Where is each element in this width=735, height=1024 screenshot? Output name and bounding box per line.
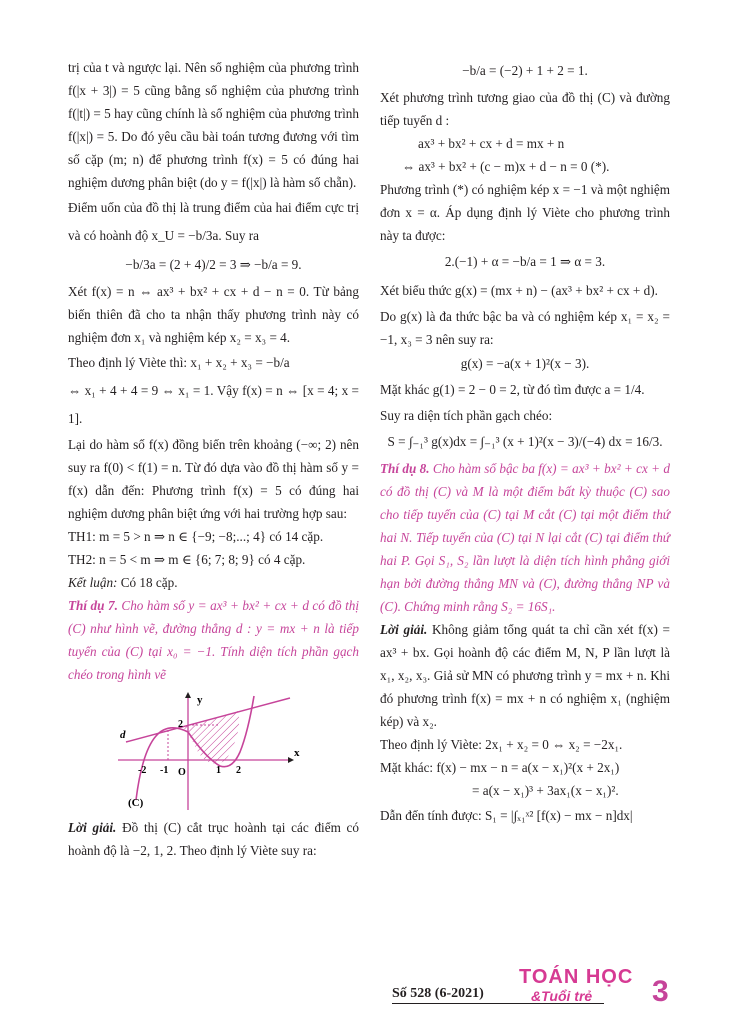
conclusion	[68, 571, 359, 594]
right-column	[380, 56, 670, 830]
tick-label: -2	[138, 765, 147, 776]
paragraph: Xét biểu thức g(x) = (mx + n) − (ax³ + bx² + cx + d).	[380, 283, 658, 298]
example-8-text: Cho hàm số bậc ba f(x) = ax³ + bx² + cx + d có đồ thị (C) và M là một điểm bất kỳ thuộc (C) sao cho tiếp tuyến của (C) tại M cắt (C) tại một điểm thứ hai N. Tiếp tuyến của (C) tại N lại cắt (C) tại điểm thứ hai P. Gọi S₁, S₂ lần lượt là diện tích hình phẳng giới hạn bởi đường thẳng MN và (C), đường thẳng NP và (C). Chứng minh rằng S₂ = 16S₁.	[380, 461, 670, 614]
paragraph: Phương trình (*) có nghiệm kép x = −1 và một nghiệm đơn x = α. Áp dụng định lý Viète cho phương trình này ta được:	[380, 182, 670, 243]
equation: ⇔ ax³ + bx² + (c − m)x + d − n = 0 (*).	[402, 159, 610, 174]
case-1: TH1: m = 5 > n ⇒ n ∈ {−9; −8;...; 4} có 14 cặp.	[68, 529, 324, 544]
paragraph: Dẫn đến tính được: S₁ = |∫ₓ₁ˣ² [f(x) − mx − n]dx|	[380, 808, 633, 823]
equation: S = ∫₋₁³ g(x)dx = ∫₋₁³ (x + 1)²(x − 3)/(−4) dx = 16/3.	[387, 434, 663, 449]
paragraph: Do g(x) là đa thức bậc ba và có nghiệm kép x₁ = x₂ = −1, x₃ = 3 nên suy ra:	[380, 309, 670, 347]
example-7-heading: Thí dụ 7.	[68, 598, 118, 613]
paragraph: Mặt khác: f(x) − mx − n = a(x − x₁)²(x + 2x₁)	[380, 760, 620, 775]
paragraph: Suy ra diện tích phần gạch chéo:	[380, 408, 553, 423]
case-2: TH2: n = 5 < m ⇒ m ∈ {6; 7; 8; 9} có 4 cặp.	[68, 552, 306, 567]
x-axis-label: x	[294, 747, 300, 759]
left-column	[68, 56, 359, 862]
solution-label: Lời giải.	[68, 820, 117, 835]
equation: −b/a = (−2) + 1 + 2 = 1.	[462, 63, 588, 78]
equation: ax³ + bx² + cx + d = mx + n	[418, 136, 565, 151]
equation: = a(x − x₁)³ + 3ax₁(x − x₁)².	[472, 783, 619, 798]
example-8-heading: Thí dụ 8.	[380, 461, 430, 476]
logo-bottom: &Tuổi trẻ	[531, 988, 593, 1004]
cubic-graph	[108, 692, 308, 810]
example-7-text: Cho hàm số y = ax³ + bx² + cx + d có đồ thị (C) như hình vẽ, đường thẳng d : y = mx + n là tiếp tuyến của (C) tại x₀ = −1. Tính diện tích phần gạch chéo trong hình vẽ	[68, 598, 360, 682]
paragraph: Mặt khác g(1) = 2 − 0 = 2, từ đó tìm được a = 1/4.	[380, 382, 645, 397]
tick-label: -1	[160, 765, 169, 776]
equation: ⇔ x₁ + 4 + 4 = 9 ⇔ x₁ = 1. Vậy f(x) = n ⇔ [x = 4; x = 1].	[68, 383, 359, 426]
issue-number: Số 528 (6-2021)	[392, 986, 484, 1001]
line-d-label: d	[120, 729, 126, 741]
paragraph: Theo định lý Viète: 2x₁ + x₂ = 0 ⇔ x₂ = −2x₁.	[380, 737, 623, 752]
example-7	[68, 594, 359, 686]
solution-text: Đồ thị (C) cắt trục hoành tại các điểm có hoành độ là −2, 1, 2. Theo định lý Viète suy ra:	[68, 820, 360, 858]
origin-label: O	[178, 767, 186, 778]
paragraph: Xét f(x) = n ⇔ ax³ + bx² + cx + d − n = 0. Từ bảng biến thiên đã cho ta nhận thấy phương trình này có nghiệm đơn x₁ và nghiệm kép x₂ = x₃ = 4.	[68, 284, 359, 345]
solution-8	[380, 618, 670, 733]
paragraph: Điểm uốn của đồ thị là trung điểm của hai điểm cực trị và có hoành độ x_U = −b/3a. Suy ra	[68, 200, 359, 243]
paragraph: Xét phương trình tương giao của đồ thị (C) và đường tiếp tuyến d :	[380, 90, 670, 128]
y-axis-label: y	[197, 694, 203, 706]
conclusion-label: Kết luận:	[68, 575, 118, 590]
solution-label: Lời giải.	[380, 622, 428, 637]
equation: −b/3a = (2 + 4)/2 = 3 ⇒ −b/a = 9.	[125, 257, 302, 272]
paragraph: Lại do hàm số f(x) đồng biến trên khoảng (−∞; 2) nên suy ra f(0) < f(1) = n. Từ đó dựa vào đồ thị hàm số y = f(x) dẫn đến: Phương trình f(x) = 5 có đúng hai nghiệm dương phân biệt ứng với hai trường hợp sau:	[68, 437, 359, 521]
example-8	[380, 457, 670, 618]
paragraph: trị của t và ngược lại. Nên số nghiệm của phương trình f(|x + 3|) = 5 cũng bằng số nghiệm của phương trình f(|t|) = 5 hay cũng chính là số nghiệm của phương trình f(|x|) = 5. Do đó yêu cầu bài toán tương đương với tìm số cặp (m; n) để phương trình f(x) = 5 có đúng hai nghiệm dương phân biệt (do y = f(|x|) là hàm số chẵn).	[68, 60, 359, 190]
y-axis-arrow	[185, 692, 191, 698]
equation: 2.(−1) + α = −b/a = 1 ⇒ α = 3.	[444, 254, 606, 269]
conclusion-text: Có 18 cặp.	[117, 575, 178, 590]
tick-label: 2	[178, 719, 183, 730]
equation: g(x) = −a(x + 1)²(x − 3).	[460, 356, 590, 371]
paragraph: Theo định lý Viète thì: x₁ + x₂ + x₃ = −b/a	[68, 355, 290, 370]
logo-top: TOÁN HỌC	[519, 966, 634, 988]
solution-text: Không giảm tổng quát ta chỉ cần xét f(x) = ax³ + bx. Gọi hoành độ các điểm M, N, P lần lượt là x₁, x₂, x₃. Giả sử MN có phương trình y = mx + n. Khi đó phương trình f(x) = mx + n có nghiệm x₁ (nghiệm kép) và x₂.	[380, 622, 670, 729]
tick-label: 2	[236, 765, 241, 776]
curve-label: (C)	[128, 797, 144, 809]
tick-label: 1	[216, 765, 221, 776]
magazine-logo	[519, 966, 633, 1004]
page-number: 3	[652, 975, 669, 1008]
solution-7	[68, 816, 359, 862]
